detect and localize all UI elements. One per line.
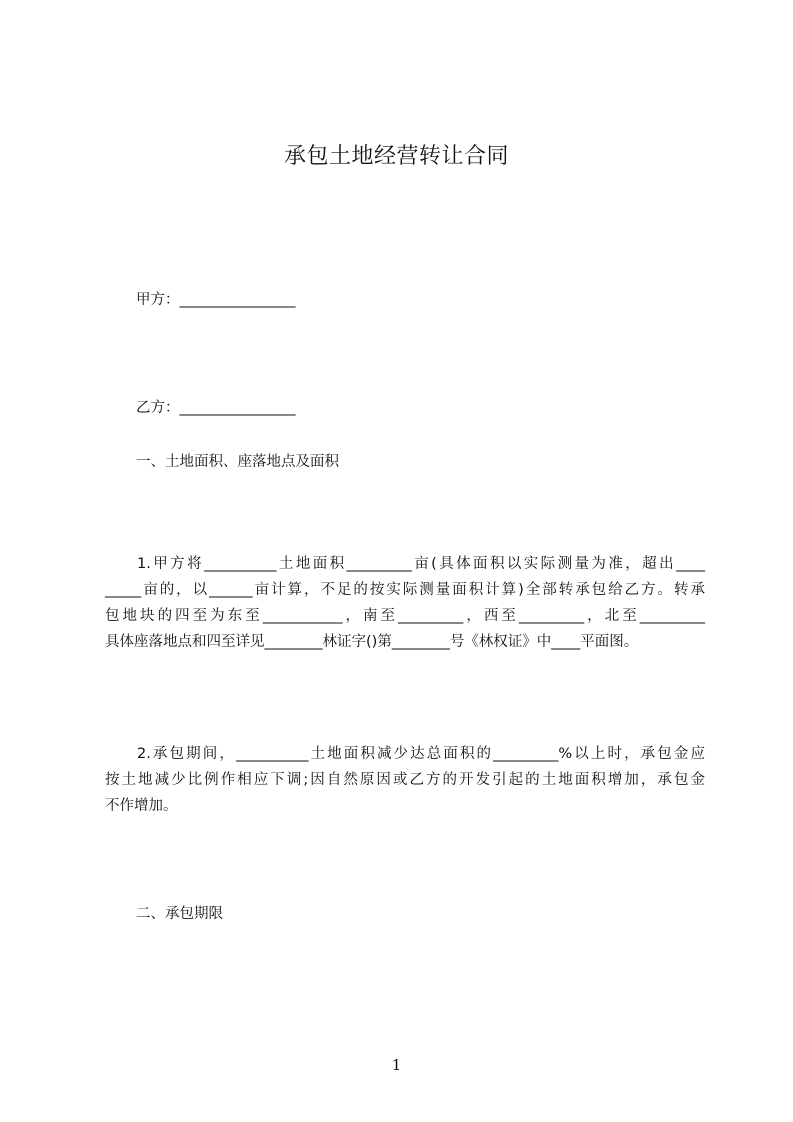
section-1-heading: 一、土地面积、座落地点及面积	[136, 454, 339, 470]
clause-2-line: 不作增加。	[105, 798, 178, 814]
party-a-line: 甲方：________________	[136, 292, 296, 308]
clause-1-line: _____亩的，以______亩计算，不足的按实际测量面积计算)全部转承包给乙方。转承	[105, 582, 705, 598]
clause-2-line: 按土地减少比例作相应下调;因自然原因或乙方的开发引起的土地面积增加，承包金	[105, 772, 705, 788]
party-b-line: 乙方：________________	[136, 400, 296, 416]
clause-2-line: 2.承包期间，__________土地面积减少达总面积的_________%以上时，承包金应	[137, 746, 705, 762]
clause-1-line: 1.甲方将__________土地面积_________亩(具体面积以实际测量为准，超出____	[137, 556, 705, 572]
document-title: 承包土地经营转让合同	[283, 144, 509, 169]
clause-1-line: 包地块的四至为东至___________，南至_________，西至_________，北至_________	[105, 608, 705, 624]
section-2-heading: 二、承包期限	[136, 906, 223, 922]
clause-1-paragraph	[105, 551, 705, 655]
clause-1-line: 具体座落地点和四至详见________林证字()第________号《林权证》中____平面图。	[105, 634, 639, 650]
page-number: 1	[391, 1056, 402, 1074]
clause-2-paragraph	[105, 741, 705, 819]
